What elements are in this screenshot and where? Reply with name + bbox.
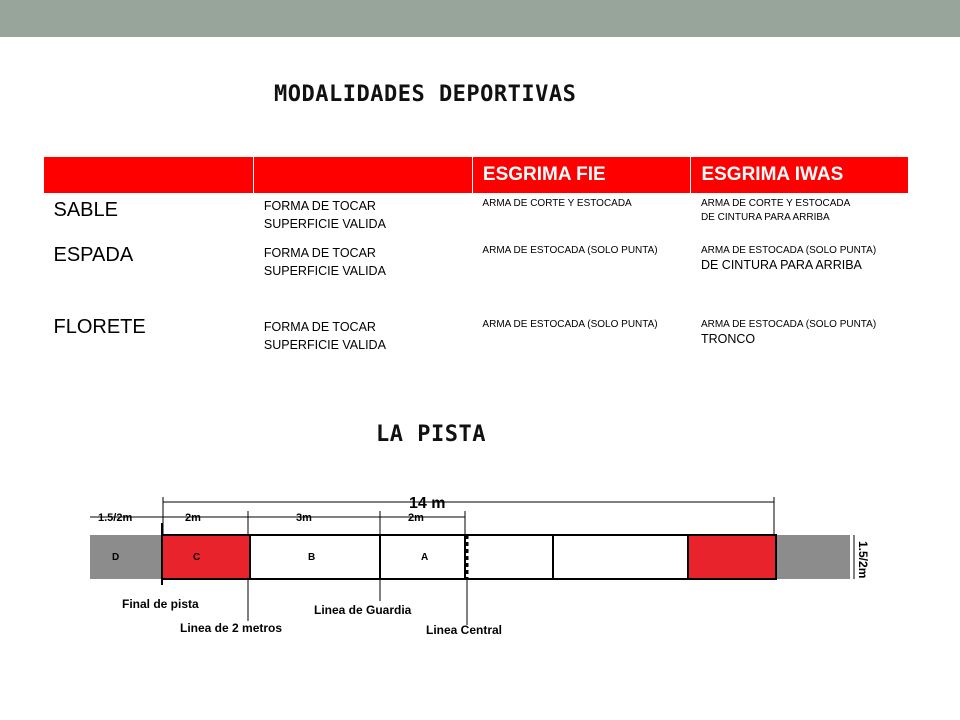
iwas-cell bbox=[691, 193, 909, 244]
fie-cell: ARMA DE ESTOCADA (SOLO PUNTA) bbox=[482, 245, 658, 256]
header-cell-iwas: ESGRIMA IWAS bbox=[691, 157, 909, 193]
zone-warning-right bbox=[688, 535, 776, 579]
total-length-label: 14 m bbox=[409, 495, 446, 512]
end-line-label: Final de pista bbox=[122, 597, 199, 611]
table-row bbox=[44, 244, 909, 314]
iwas-line2: DE CINTURA PARA ARRIBA bbox=[700, 258, 862, 272]
modality-cell: FLORETE bbox=[53, 316, 146, 338]
touch-cell: FORMA DE TOCAR SUPERFICIE VALIDA bbox=[263, 246, 386, 278]
zone-c-warning bbox=[162, 535, 250, 579]
table-row bbox=[44, 193, 909, 244]
zone-a-right bbox=[465, 535, 553, 579]
page-title: MODALIDADES DEPORTIVAS bbox=[274, 82, 577, 107]
center-line-label: Linea Central bbox=[426, 623, 503, 636]
fie-cell: ARMA DE CORTE Y ESTOCADA bbox=[482, 198, 632, 209]
width-label: 1.5/2m bbox=[856, 541, 870, 579]
iwas-cell bbox=[691, 314, 909, 358]
zone-b-right bbox=[553, 535, 688, 579]
modalities-table-wrap bbox=[43, 157, 909, 358]
iwas-line1: ARMA DE CORTE Y ESTOCADA bbox=[700, 198, 851, 209]
iwas-line1: ARMA DE ESTOCADA (SOLO PUNTA) bbox=[700, 245, 877, 256]
dim-label-3m: 3m bbox=[296, 512, 312, 524]
modality-cell: SABLE bbox=[53, 199, 118, 221]
header-cell-fie: ESGRIMA FIE bbox=[472, 157, 691, 193]
top-bar bbox=[0, 0, 960, 37]
iwas-line1: ARMA DE ESTOCADA (SOLO PUNTA) bbox=[700, 319, 877, 330]
zone-run-off-right bbox=[776, 535, 850, 579]
table-row bbox=[44, 314, 909, 358]
header-cell-1 bbox=[44, 157, 254, 193]
iwas-line2: TRONCO bbox=[700, 332, 756, 346]
iwas-line2: DE CINTURA PARA ARRIBA bbox=[700, 212, 830, 223]
zone-d-run-off bbox=[90, 535, 162, 579]
two-meter-line-label: Linea de 2 metros bbox=[180, 621, 283, 635]
header-cell-2 bbox=[254, 157, 473, 193]
modalities-table bbox=[43, 157, 909, 358]
fie-cell: ARMA DE ESTOCADA (SOLO PUNTA) bbox=[482, 319, 658, 330]
zone-d-label: D bbox=[112, 552, 120, 563]
iwas-cell bbox=[691, 244, 909, 314]
piste-diagram bbox=[88, 493, 870, 636]
zone-c-label: C bbox=[193, 552, 201, 563]
table-header-row bbox=[44, 157, 909, 193]
guard-line-label: Linea de Guardia bbox=[314, 603, 412, 617]
dim-label-2m-center: 2m bbox=[408, 512, 424, 524]
modality-cell: ESPADA bbox=[53, 244, 134, 266]
touch-cell: FORMA DE TOCAR SUPERFICIE VALIDA bbox=[263, 199, 386, 231]
zone-b-label: B bbox=[308, 552, 316, 563]
dim-label-2m: 2m bbox=[185, 512, 201, 524]
touch-cell: FORMA DE TOCAR SUPERFICIE VALIDA bbox=[263, 320, 386, 352]
zone-a-label: A bbox=[421, 552, 429, 563]
dim-label-end: 1.5/2m bbox=[98, 512, 133, 524]
section-title-piste: LA PISTA bbox=[376, 422, 486, 447]
